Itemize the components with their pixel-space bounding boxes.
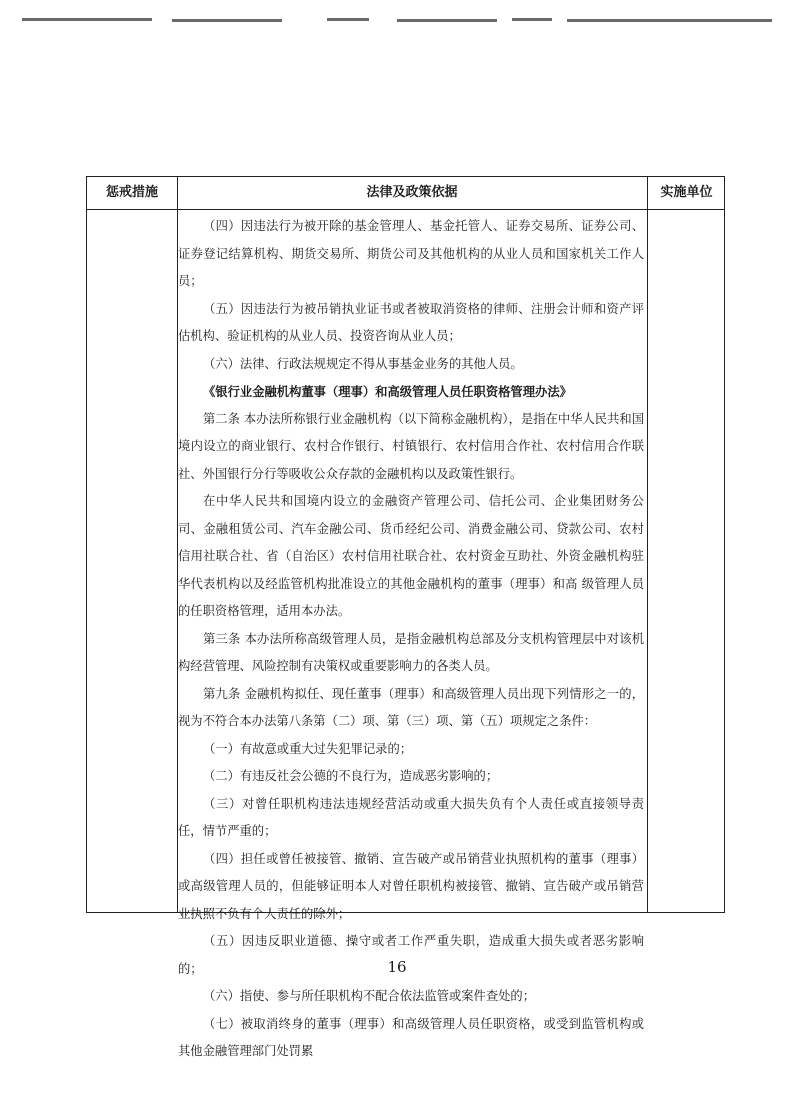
legal-paragraph: （五）因违法行为被吊销执业证书或者被取消资格的律师、注册会计师和资产评估机构、验证机构的从业人员、投资咨询从业人员； xyxy=(178,301,644,343)
header-legal-basis: 法律及政策依据 xyxy=(366,185,458,200)
legal-paragraph: （四）因违法行为被开除的基金管理人、基金托管人、证券交易所、证券公司、证券登记结算机构、期货交易所、期货公司及其他机构的从业人员和国家机关工作人员； xyxy=(178,219,644,288)
legal-basis-content xyxy=(178,213,644,1066)
column-divider xyxy=(647,177,648,912)
header-implementing-unit: 实施单位 xyxy=(660,185,713,200)
legal-paragraph: （二）有违反社会公德的不良行为，造成恶劣影响的； xyxy=(203,769,499,783)
legal-paragraph: 第三条 本办法所称高级管理人员，是指金融机构总部及分支机构管理层中对该机构经营管理、风险控制有决策权或重要影响力的各类人员。 xyxy=(178,631,644,673)
legal-paragraph: 在中华人民共和国境内设立的金融资产管理公司、信托公司、企业集团财务公司、金融租赁公司、汽车金融公司、货币经纪公司、消费金融公司、贷款公司、农村信用社联合社、省（自治区）农村信用社联合社、农村资金互助社、外资金融机构驻华代表机构以及经监管机构批准设立的其他金融机构的董事（理事）和高 级管理人员的任职资格管理，适用本办法。 xyxy=(178,494,644,618)
legal-paragraph: （六）指使、参与所任职机构不配合依法监管或案件查处的； xyxy=(203,989,536,1003)
legal-paragraph: （六）法律、行政法规规定不得从事基金业务的其他人员。 xyxy=(203,356,523,371)
scan-edge-marks xyxy=(22,18,772,24)
header-divider xyxy=(87,209,724,210)
page-number: 16 xyxy=(387,958,407,976)
legal-paragraph: （四）担任或曾任被接管、撤销、宣告破产或吊销营业执照机构的董事（理事）或高级管理人员的，但能够证明本人对曾任职机构被接管、撤销、宣告破产或吊销营业执照不负有个人责任的除外； xyxy=(178,851,644,921)
header-measures: 惩戒措施 xyxy=(105,185,158,200)
legal-paragraph: （七）被取消终身的董事（理事）和高级管理人员任职资格，或受到监管机构或其他金融管理部门处罚累 xyxy=(178,1016,644,1058)
legal-paragraph: （三）对曾任职机构违法违规经营活动或重大损失负有个人责任或直接领导责任，情节严重的； xyxy=(178,796,644,838)
legal-paragraph: 第二条 本办法所称银行业金融机构（以下简称金融机构），是指在中华人民共和国境内设立的商业银行、农村合作银行、村镇银行、农村信用合作社、农村信用合作联社、外国银行分行等吸收公众存款的金融机构以及政策性银行。 xyxy=(178,411,644,481)
legal-paragraph: （一）有故意或重大过失犯罪记录的； xyxy=(203,741,413,756)
legal-paragraph: （五）因违反职业道德、操守或者工作严重失职，造成重大损失或者恶劣影响的； xyxy=(178,934,644,976)
regulation-title: 《银行业金融机构董事（理事）和高级管理人员任职资格管理办法》 xyxy=(203,384,572,399)
legal-paragraph: 第九条 金融机构拟任、现任董事（理事）和高级管理人员出现下列情形之一的，视为不符合本办法第八条第（二）项、第（三）项、第（五）项规定之条件： xyxy=(178,686,644,728)
